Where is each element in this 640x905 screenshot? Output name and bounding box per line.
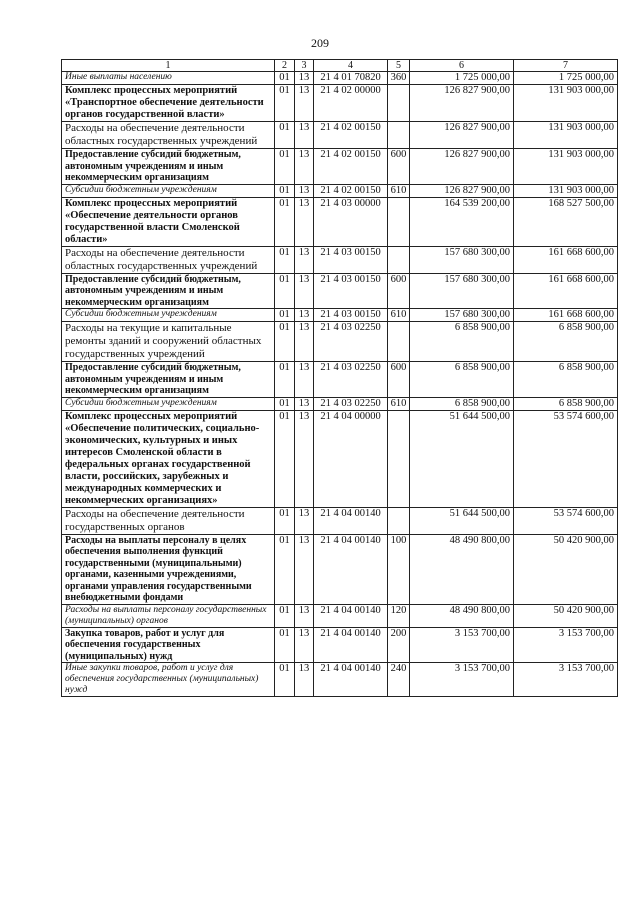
row-name-cell: Предоставление субсидий бюджетным, автономным учреждениям и иным некоммерческим организациям (62, 362, 275, 398)
amount-year2-cell: 131 903 000,00 (514, 85, 618, 122)
amount-year1-cell: 1 725 000,00 (410, 72, 514, 85)
target-article-cell: 21 4 04 00140 (314, 627, 388, 663)
amount-year2-cell: 131 903 000,00 (514, 149, 618, 185)
page-number: 209 (311, 36, 329, 50)
section-code-cell: 01 (275, 534, 295, 604)
row-name-cell: Расходы на обеспечение деятельности государственных органов (62, 507, 275, 534)
amount-year2-cell: 6 858 900,00 (514, 362, 618, 398)
amount-year2-cell: 53 574 600,00 (514, 410, 618, 507)
expense-type-cell (388, 197, 410, 246)
section-code-cell: 01 (275, 273, 295, 309)
subsection-code-cell: 13 (295, 72, 314, 85)
row-name-cell: Субсидии бюджетным учреждениям (62, 184, 275, 197)
target-article-cell: 21 4 03 02250 (314, 362, 388, 398)
target-article-cell: 21 4 01 70820 (314, 72, 388, 85)
section-code-cell: 01 (275, 322, 295, 362)
expense-type-cell: 600 (388, 273, 410, 309)
expense-type-cell: 360 (388, 72, 410, 85)
expense-type-cell: 200 (388, 627, 410, 663)
column-header: 3 (295, 60, 314, 72)
subsection-code-cell: 13 (295, 534, 314, 604)
table-row (62, 362, 618, 398)
column-header: 4 (314, 60, 388, 72)
target-article-cell: 21 4 02 00150 (314, 122, 388, 149)
amount-year1-cell: 126 827 900,00 (410, 122, 514, 149)
expense-type-cell: 600 (388, 362, 410, 398)
row-name-cell: Расходы на выплаты персоналу государственных (муниципальных) органов (62, 604, 275, 627)
table-header-row (62, 60, 618, 72)
row-name-cell: Субсидии бюджетным учреждениям (62, 309, 275, 322)
row-name-cell: Закупка товаров, работ и услуг для обеспечения государственных (муниципальных) нужд (62, 627, 275, 663)
amount-year2-cell: 6 858 900,00 (514, 397, 618, 410)
section-code-cell: 01 (275, 663, 295, 697)
amount-year1-cell: 48 490 800,00 (410, 604, 514, 627)
section-code-cell: 01 (275, 362, 295, 398)
target-article-cell: 21 4 03 02250 (314, 397, 388, 410)
amount-year1-cell: 126 827 900,00 (410, 149, 514, 185)
amount-year2-cell: 50 420 900,00 (514, 534, 618, 604)
amount-year2-cell: 161 668 600,00 (514, 273, 618, 309)
target-article-cell: 21 4 02 00000 (314, 85, 388, 122)
amount-year1-cell: 164 539 200,00 (410, 197, 514, 246)
section-code-cell: 01 (275, 410, 295, 507)
subsection-code-cell: 13 (295, 627, 314, 663)
section-code-cell: 01 (275, 184, 295, 197)
subsection-code-cell: 13 (295, 85, 314, 122)
row-name-cell: Расходы на текущие и капитальные ремонты зданий и сооружений областных государственных учреждений (62, 322, 275, 362)
section-code-cell: 01 (275, 149, 295, 185)
target-article-cell: 21 4 04 00140 (314, 604, 388, 627)
table-row (62, 197, 618, 246)
table-row (62, 534, 618, 604)
expense-type-cell (388, 507, 410, 534)
table-row (62, 322, 618, 362)
amount-year1-cell: 6 858 900,00 (410, 397, 514, 410)
amount-year1-cell: 51 644 500,00 (410, 507, 514, 534)
amount-year2-cell: 131 903 000,00 (514, 184, 618, 197)
amount-year1-cell: 3 153 700,00 (410, 663, 514, 697)
subsection-code-cell: 13 (295, 663, 314, 697)
subsection-code-cell: 13 (295, 246, 314, 273)
target-article-cell: 21 4 03 00150 (314, 309, 388, 322)
row-name-cell: Предоставление субсидий бюджетным, автономным учреждениям и иным некоммерческим организациям (62, 149, 275, 185)
row-name-cell: Расходы на обеспечение деятельности областных государственных учреждений (62, 246, 275, 273)
amount-year1-cell: 48 490 800,00 (410, 534, 514, 604)
table-row (62, 309, 618, 322)
budget-table (61, 59, 618, 697)
expense-type-cell (388, 246, 410, 273)
section-code-cell: 01 (275, 122, 295, 149)
section-code-cell: 01 (275, 309, 295, 322)
amount-year2-cell: 6 858 900,00 (514, 322, 618, 362)
amount-year2-cell: 50 420 900,00 (514, 604, 618, 627)
expense-type-cell: 120 (388, 604, 410, 627)
expense-type-cell (388, 322, 410, 362)
expense-type-cell (388, 122, 410, 149)
subsection-code-cell: 13 (295, 273, 314, 309)
amount-year1-cell: 126 827 900,00 (410, 184, 514, 197)
expense-type-cell (388, 85, 410, 122)
row-name-cell: Расходы на выплаты персоналу в целях обеспечения выполнения функций государственными (муниципальными) органами, казенными учреждениями, органами управления государственными внебюджетными фондами (62, 534, 275, 604)
section-code-cell: 01 (275, 197, 295, 246)
row-name-cell: Иные выплаты населению (62, 72, 275, 85)
subsection-code-cell: 13 (295, 322, 314, 362)
amount-year2-cell: 131 903 000,00 (514, 122, 618, 149)
subsection-code-cell: 13 (295, 410, 314, 507)
section-code-cell: 01 (275, 72, 295, 85)
subsection-code-cell: 13 (295, 604, 314, 627)
table-row (62, 663, 618, 697)
amount-year1-cell: 157 680 300,00 (410, 273, 514, 309)
amount-year2-cell: 3 153 700,00 (514, 663, 618, 697)
section-code-cell: 01 (275, 246, 295, 273)
subsection-code-cell: 13 (295, 197, 314, 246)
target-article-cell: 21 4 04 00140 (314, 534, 388, 604)
target-article-cell: 21 4 03 00000 (314, 197, 388, 246)
amount-year2-cell: 3 153 700,00 (514, 627, 618, 663)
target-article-cell: 21 4 04 00000 (314, 410, 388, 507)
row-name-cell: Комплекс процессных мероприятий «Обеспечение деятельности органов государственной власти Смоленской области» (62, 197, 275, 246)
expense-type-cell: 100 (388, 534, 410, 604)
row-name-cell: Расходы на обеспечение деятельности областных государственных учреждений (62, 122, 275, 149)
table-row (62, 85, 618, 122)
expense-type-cell: 610 (388, 397, 410, 410)
target-article-cell: 21 4 04 00140 (314, 507, 388, 534)
expense-type-cell: 600 (388, 149, 410, 185)
table-row (62, 72, 618, 85)
column-header: 1 (62, 60, 275, 72)
expense-type-cell: 610 (388, 309, 410, 322)
table-row (62, 507, 618, 534)
amount-year2-cell: 161 668 600,00 (514, 309, 618, 322)
row-name-cell: Комплекс процессных мероприятий «Транспортное обеспечение деятельности органов государственной власти» (62, 85, 275, 122)
section-code-cell: 01 (275, 85, 295, 122)
column-header: 2 (275, 60, 295, 72)
amount-year1-cell: 6 858 900,00 (410, 362, 514, 398)
amount-year1-cell: 6 858 900,00 (410, 322, 514, 362)
subsection-code-cell: 13 (295, 309, 314, 322)
column-header: 6 (410, 60, 514, 72)
row-name-cell: Предоставление субсидий бюджетным, автономным учреждениям и иным некоммерческим организациям (62, 273, 275, 309)
subsection-code-cell: 13 (295, 149, 314, 185)
column-header: 5 (388, 60, 410, 72)
amount-year1-cell: 126 827 900,00 (410, 85, 514, 122)
table-row (62, 410, 618, 507)
expense-type-cell: 610 (388, 184, 410, 197)
target-article-cell: 21 4 03 00150 (314, 246, 388, 273)
row-name-cell: Иные закупки товаров, работ и услуг для обеспечения государственных (муниципальных) нужд (62, 663, 275, 697)
expense-type-cell: 240 (388, 663, 410, 697)
section-code-cell: 01 (275, 507, 295, 534)
amount-year1-cell: 157 680 300,00 (410, 246, 514, 273)
table-row (62, 273, 618, 309)
amount-year2-cell: 168 527 500,00 (514, 197, 618, 246)
subsection-code-cell: 13 (295, 507, 314, 534)
table-row (62, 184, 618, 197)
row-name-cell: Субсидии бюджетным учреждениям (62, 397, 275, 410)
table-row (62, 604, 618, 627)
table-row (62, 122, 618, 149)
amount-year2-cell: 1 725 000,00 (514, 72, 618, 85)
table-row (62, 627, 618, 663)
section-code-cell: 01 (275, 627, 295, 663)
section-code-cell: 01 (275, 604, 295, 627)
column-header: 7 (514, 60, 618, 72)
amount-year2-cell: 53 574 600,00 (514, 507, 618, 534)
amount-year1-cell: 51 644 500,00 (410, 410, 514, 507)
expense-type-cell (388, 410, 410, 507)
target-article-cell: 21 4 03 02250 (314, 322, 388, 362)
subsection-code-cell: 13 (295, 362, 314, 398)
subsection-code-cell: 13 (295, 397, 314, 410)
amount-year2-cell: 161 668 600,00 (514, 246, 618, 273)
amount-year1-cell: 157 680 300,00 (410, 309, 514, 322)
target-article-cell: 21 4 02 00150 (314, 184, 388, 197)
amount-year1-cell: 3 153 700,00 (410, 627, 514, 663)
target-article-cell: 21 4 03 00150 (314, 273, 388, 309)
subsection-code-cell: 13 (295, 184, 314, 197)
subsection-code-cell: 13 (295, 122, 314, 149)
target-article-cell: 21 4 02 00150 (314, 149, 388, 185)
table-row (62, 149, 618, 185)
table-row (62, 397, 618, 410)
target-article-cell: 21 4 04 00140 (314, 663, 388, 697)
row-name-cell: Комплекс процессных мероприятий «Обеспечение политических, социально-экономических, культурных и иных интересов Смоленской области в федеральных органах государственной власти, российских, зарубежных и международных коммерческих и некоммерческих организациях» (62, 410, 275, 507)
section-code-cell: 01 (275, 397, 295, 410)
table-row (62, 246, 618, 273)
